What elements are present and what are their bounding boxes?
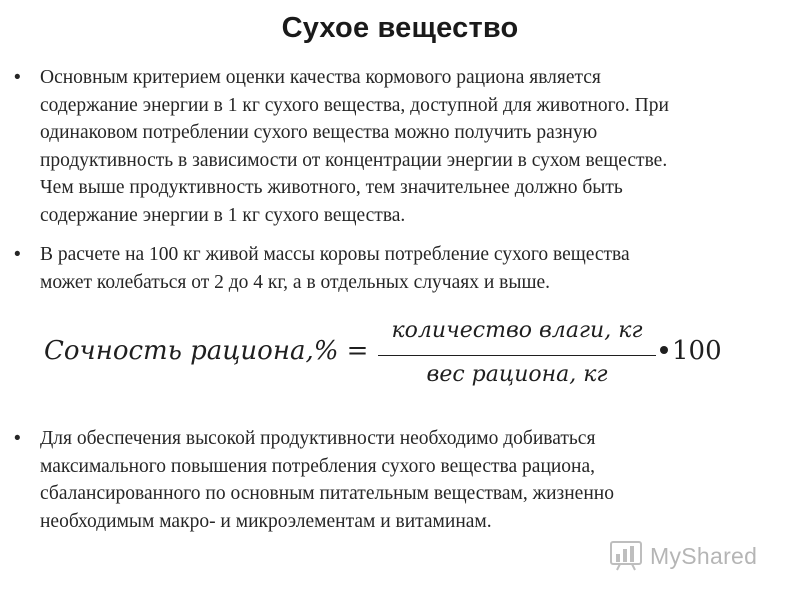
formula-denominator: вес рациона, кг xyxy=(426,362,608,387)
succulence-formula xyxy=(0,316,800,406)
bullet-text-line: содержание энергии в 1 кг сухого вещества, доступной для животного. При xyxy=(40,94,669,116)
bullet-text-line: содержание энергии в 1 кг сухого вещества. xyxy=(40,204,406,226)
bullet-item xyxy=(14,241,784,296)
bullet-text-line: сбалансированного по основным питательным веществам, жизненно xyxy=(40,483,614,504)
bullet-item xyxy=(14,64,784,229)
bullet-text-line: максимального повышения потребления сухого вещества рациона, xyxy=(40,455,596,477)
formula-multiplier xyxy=(660,336,722,366)
bullet-text-line: продуктивность в зависимости от концентрации энергии в сухом веществе. xyxy=(40,149,668,171)
bullet-marker: • xyxy=(14,67,21,88)
bullet-text-line: В расчете на 100 кг живой массы коровы потребление сухого вещества xyxy=(40,244,630,265)
bullet-text-line: необходимым макро- и микроэлементам и витаминам. xyxy=(40,510,492,532)
formula-numerator: количество влаги, кг xyxy=(391,318,643,343)
multiply-dot-icon xyxy=(660,346,668,354)
bullet-text-line: может колебаться от 2 до 4 кг, а в отдельных случаях и выше. xyxy=(40,271,551,293)
bullet-text-line: Чем выше продуктивность животного, тем значительнее должно быть xyxy=(40,177,623,198)
formula-multiplier-value: 100 xyxy=(672,336,722,366)
formula-lhs: Сочность рациона,% = xyxy=(44,336,369,366)
slide-title: Сухое вещество xyxy=(281,12,519,44)
bullet-marker: • xyxy=(14,428,21,449)
fraction-bar xyxy=(378,355,656,356)
watermark xyxy=(610,536,757,576)
bullet-text-line: Для обеспечения высокой продуктивности необходимо добиваться xyxy=(40,428,596,449)
bar-chart-icon xyxy=(610,541,644,571)
bullet-marker: • xyxy=(14,244,21,265)
bullet-text-line: Основным критерием оценки качества кормового рациона является xyxy=(40,67,601,88)
bullet-item xyxy=(14,425,784,535)
watermark-text: MyShared xyxy=(650,542,758,569)
bullet-text-line: одинаковом потреблении сухого вещества можно получить разную xyxy=(40,122,598,143)
